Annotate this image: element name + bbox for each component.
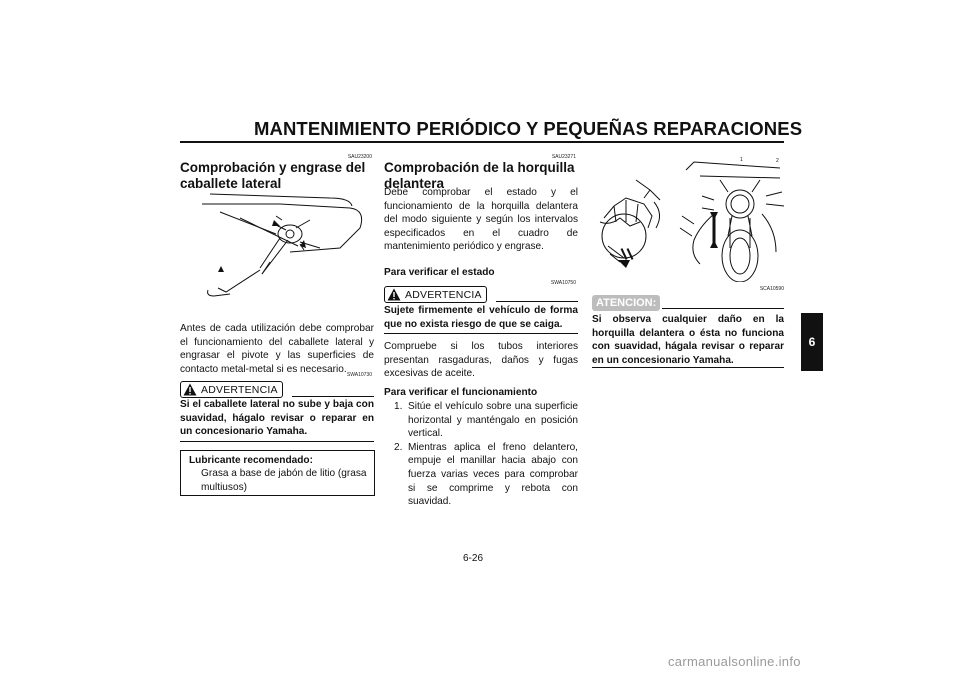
warning-triangle-icon bbox=[387, 288, 401, 301]
section-body: Antes de cada utilización debe comprobar el funcionamiento del caballete lateral y engrasar el pivote y las superficies de contacto metal-metal si es necesario. bbox=[180, 323, 374, 375]
warning-badge: ADVERTENCIA bbox=[384, 286, 487, 303]
steps-list bbox=[394, 400, 578, 509]
warning-end-rule bbox=[180, 441, 374, 442]
caution-badge: ATENCION: bbox=[592, 295, 660, 311]
chapter-tab[interactable]: 6 bbox=[801, 313, 823, 371]
lubricant-box bbox=[180, 450, 375, 496]
function-heading: Para verificar el funcionamiento bbox=[384, 387, 538, 398]
page-header-title: MANTENIMIENTO PERIÓDICO Y PEQUEÑAS REPARACIONES bbox=[254, 118, 803, 139]
warning-text: Si el caballete lateral no sube y baja con suavidad, hágalo revisar o reparar en un concesionario Yamaha. bbox=[180, 399, 374, 438]
warning-end-rule bbox=[384, 333, 578, 334]
state-heading: Para verificar el estado bbox=[384, 267, 495, 278]
state-body: Compruebe si los tubos interiores presentan rasgaduras, daños y fugas excesivas de aceite. bbox=[384, 341, 578, 380]
caution-end-rule bbox=[592, 367, 784, 368]
page-number: 6-26 bbox=[463, 553, 484, 564]
header-rule bbox=[180, 141, 784, 143]
list-item: 2. Mientras aplica el freno delantero, empuje el manillar hacia abajo con fuerza varias veces para comprobar si se comprime y rebota con suavidad. bbox=[394, 441, 578, 508]
warning-text: Sujete firmemente el vehículo de forma que no exista riesgo de que se caiga. bbox=[384, 305, 578, 330]
caution-header bbox=[592, 293, 784, 311]
section-title: Comprobación de la horquilla delantera bbox=[384, 160, 575, 191]
lubricant-title: Lubricante recomendado: bbox=[189, 455, 313, 466]
svg-text:2: 2 bbox=[776, 158, 779, 164]
list-item: 1. Sitúe el vehículo sobre una superficie horizontal y manténgalo en posición vertical. bbox=[394, 401, 578, 440]
watermark-text: carmanualsonline.info bbox=[668, 654, 801, 669]
section-title: Comprobación y engrase del caballete lateral bbox=[180, 160, 366, 191]
section-intro: Debe comprobar el estado y el funcionamiento de la horquilla delantera del modo siguiente y según los intervalos especificados en el cuadro de mantenimiento periódico y engrase. bbox=[384, 187, 578, 253]
warning-code: SWA10730 bbox=[346, 372, 372, 378]
section-code: SAU23200 bbox=[347, 154, 372, 160]
warning-header bbox=[384, 286, 578, 306]
section-code: SAU23271 bbox=[551, 154, 576, 160]
svg-text:1: 1 bbox=[740, 157, 743, 163]
warning-code: SWA10750 bbox=[550, 280, 576, 286]
warning-triangle-icon bbox=[183, 383, 197, 396]
warning-badge: ADVERTENCIA bbox=[180, 381, 283, 398]
lubricant-text: Grasa a base de jabón de litio (grasa multiusos) bbox=[201, 468, 367, 493]
figure-code: SCA10590 bbox=[759, 286, 784, 292]
sidestand-illustration bbox=[200, 190, 370, 302]
caution-text: Si observa cualquier daño en la horquilla delantera o ésta no funciona con suavidad, hágala revisar o reparar en un concesionario Yamaha. bbox=[592, 314, 784, 366]
front-fork-illustration bbox=[590, 156, 786, 282]
